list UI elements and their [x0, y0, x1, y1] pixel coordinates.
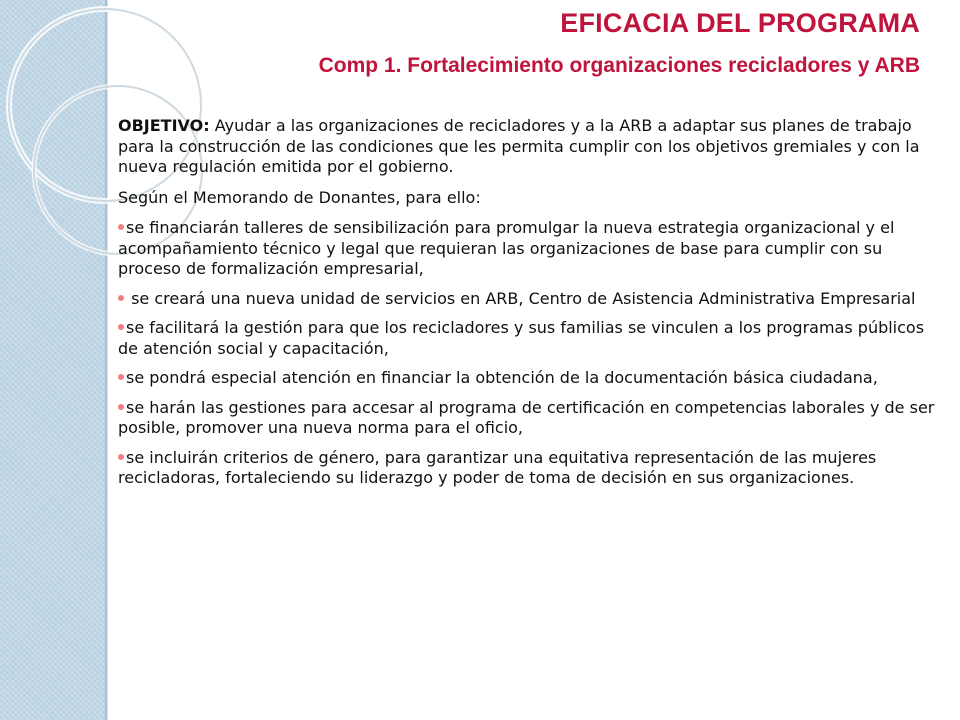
bullet-text: se incluirán criterios de género, para garantizar una equitativa representación de las mujeres recicladoras, fortaleciendo su liderazgo y poder de toma de decisión en sus organizaciones. — [118, 447, 877, 487]
bullet-dot-icon — [118, 324, 124, 330]
bullet-item — [118, 398, 948, 439]
bullet-item — [118, 448, 948, 489]
bullet-item — [118, 368, 948, 389]
bullet-item — [118, 318, 948, 359]
objective-text: Ayudar a las organizaciones de recicladores y a la ARB a adaptar sus planes de trabajo para la construcción de las condiciones que les permita cumplir con los objetivos gremiales y con la nueva regulación emitida por el gobierno. — [118, 116, 920, 176]
bullet-text: se facilitará la gestión para que los recicladores y sus familias se vinculen a los programas públicos de atención social y capacitación, — [118, 318, 925, 358]
bullet-item — [118, 218, 948, 280]
bullet-text: se harán las gestiones para accesar al programa de certificación en competencias laborales y de ser posible, promover una nueva norma para el oficio, — [118, 397, 935, 437]
objective-paragraph — [118, 116, 948, 178]
objective-label: OBJETIVO: — [118, 116, 210, 135]
bullet-text: se creará una nueva unidad de servicios en ARB, Centro de Asistencia Administrativa Empresarial — [126, 288, 916, 308]
bullet-text: se financiarán talleres de sensibilización para promulgar la nueva estrategia organizacional y el acompañamiento técnico y legal que requieran las organizaciones de base para cumplir con su proceso de formalización empresarial, — [118, 218, 895, 278]
bullet-dot-icon — [118, 374, 124, 380]
slide-subtitle: Comp 1. Fortalecimiento organizaciones recicladores y ARB — [318, 54, 920, 77]
bullet-dot-icon — [118, 295, 124, 301]
bullet-dot-icon — [118, 404, 124, 410]
bullet-list — [118, 218, 948, 489]
bullet-text: se pondrá especial atención en financiar la obtención de la documentación básica ciudadana, — [126, 368, 878, 387]
intro-paragraph: Según el Memorando de Donantes, para ello: — [118, 187, 481, 207]
bullet-item — [118, 289, 948, 310]
bullet-dot-icon — [118, 454, 124, 460]
bullet-dot-icon — [118, 224, 124, 230]
slide-content — [118, 116, 948, 498]
slide-title: EFICACIA DEL PROGRAMA — [560, 8, 920, 38]
